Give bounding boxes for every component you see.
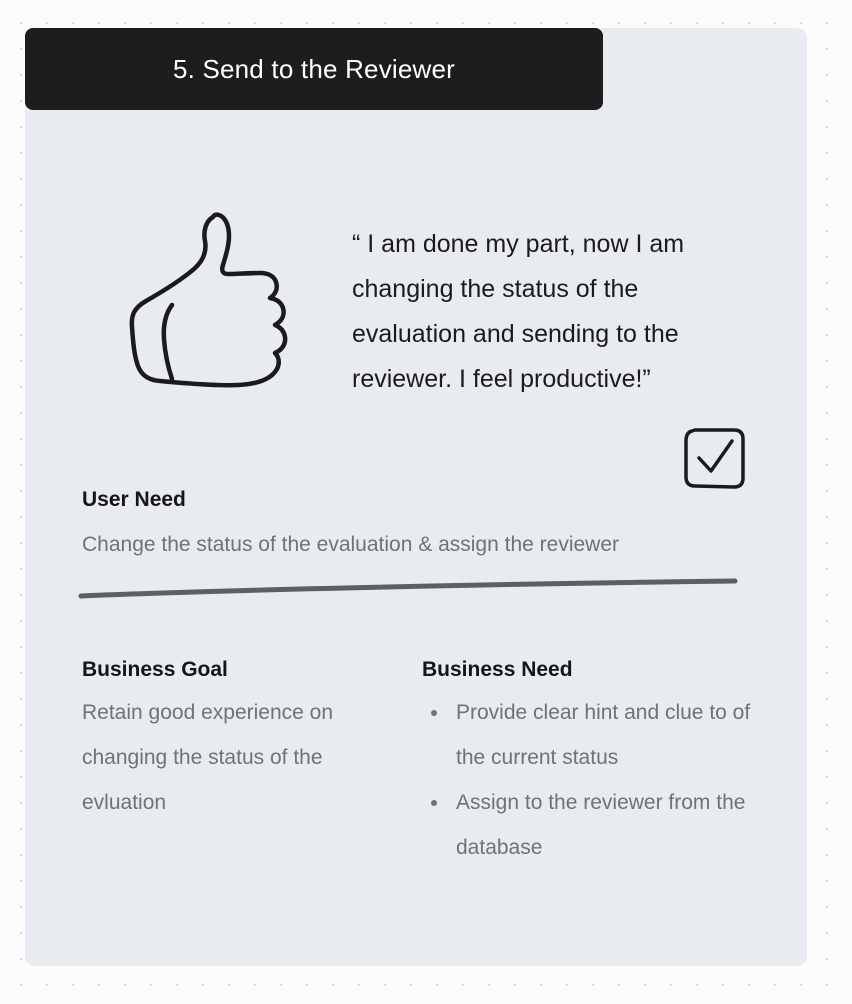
thumbs-up-icon xyxy=(120,205,315,410)
user-need-section xyxy=(82,488,802,567)
business-goal-text: Retain good experience on changing the status of the evluation xyxy=(82,701,334,814)
business-goal-section xyxy=(82,658,372,870)
list-item: • Assign to the reviewer from the database xyxy=(450,780,782,870)
quote-text: “ I am done my part, now I am changing the status of the evaluation and sending to the reviewer. I feel productive!” xyxy=(352,230,685,393)
business-need-section xyxy=(422,658,782,870)
business-goal-label: Business Goal xyxy=(82,658,228,681)
list-item: • Provide clear hint and clue to of the current status xyxy=(450,690,782,780)
page-title: 5. Send to the Reviewer xyxy=(172,53,456,84)
user-need-label: User Need xyxy=(82,488,186,511)
business-need-list xyxy=(422,690,782,870)
checkmark-box-icon xyxy=(682,425,748,491)
step-title-bar xyxy=(25,28,603,110)
goals-and-needs xyxy=(82,658,782,870)
user-need-text: Change the status of the evaluation & assign the reviewer xyxy=(82,533,619,556)
business-need-label: Business Need xyxy=(422,658,573,681)
divider xyxy=(78,578,738,600)
